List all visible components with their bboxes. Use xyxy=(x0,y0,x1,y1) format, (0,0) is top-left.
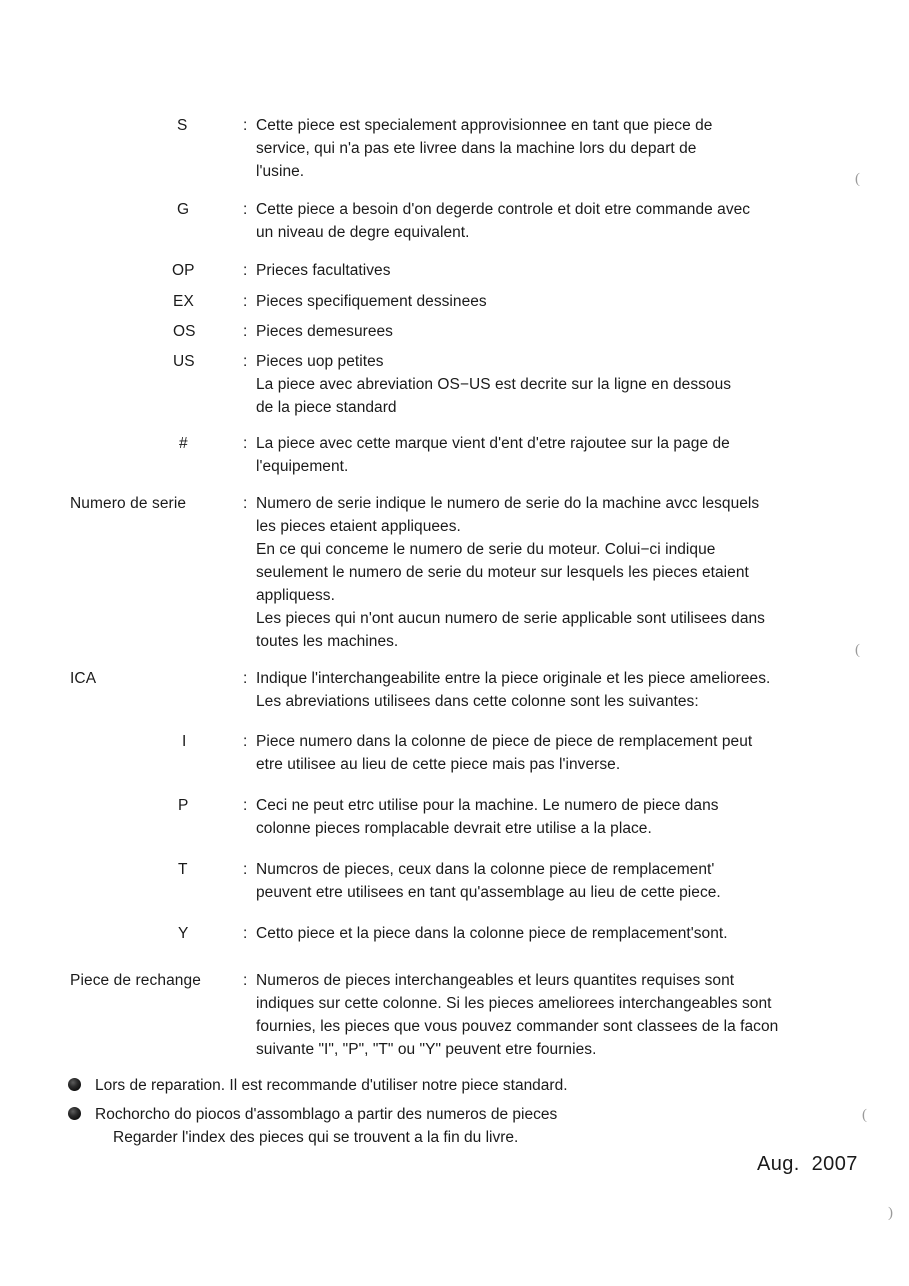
legend-row-line: un niveau de degre equivalent. xyxy=(256,224,470,241)
filled-circle-bullet-icon xyxy=(68,1107,81,1120)
legend-row-colon: : xyxy=(243,495,248,512)
legend-row-description xyxy=(256,320,816,343)
legend-row-label: Y xyxy=(178,925,189,942)
legend-row-description xyxy=(256,730,816,776)
note-line: Regarder l'index des pieces qui se trouvent a la fin du livre. xyxy=(113,1129,519,1146)
legend-row-line: En ce qui conceme le numero de serie du moteur. Colui−ci indique xyxy=(256,541,716,558)
legend-row-line: suivante "I", "P", "T" ou "Y" peuvent etre fournies. xyxy=(256,1041,597,1058)
legend-row-label: OP xyxy=(172,262,195,279)
legend-row-label: OS xyxy=(173,323,196,340)
legend-row-line: les pieces etaient appliquees. xyxy=(256,518,461,535)
legend-row-description xyxy=(256,667,816,713)
legend-row-line: l'equipement. xyxy=(256,458,349,475)
legend-row-label: G xyxy=(177,201,190,218)
legend-row-line: Ceci ne peut etrc utilise pour la machine. Le numero de piece dans xyxy=(256,797,719,814)
legend-row-line: de la piece standard xyxy=(256,399,397,416)
filled-circle-bullet-icon xyxy=(68,1078,81,1091)
legend-row-description xyxy=(256,114,816,183)
legend-row-description xyxy=(256,198,816,244)
legend-row-colon: : xyxy=(243,262,248,279)
legend-row-line: l'usine. xyxy=(256,163,305,180)
legend-row-line: La piece avec cette marque vient d'ent d'etre rajoutee sur la page de xyxy=(256,435,730,452)
legend-row-description xyxy=(256,290,816,313)
legend-row-line: Les pieces qui n'ont aucun numero de serie applicable sont utilisees dans xyxy=(256,610,765,627)
legend-row-line: Cette piece est specialement approvisionnee en tant que piece de xyxy=(256,117,713,134)
legend-row-line: fournies, les pieces que vous pouvez commander sont classees de la facon xyxy=(256,1018,779,1035)
legend-row-line: Piece numero dans la colonne de piece de piece de remplacement peut xyxy=(256,733,753,750)
legend-row-description xyxy=(256,259,816,282)
legend-row-colon: : xyxy=(243,435,248,452)
legend-row-colon: : xyxy=(243,797,248,814)
scan-artifact-mark: ( xyxy=(862,1107,867,1123)
note-line: Lors de reparation. Il est recommande d'utiliser notre piece standard. xyxy=(95,1077,568,1094)
legend-row-line: Numcros de pieces, ceux dans la colonne piece de remplacement' xyxy=(256,861,715,878)
legend-row-label: EX xyxy=(173,293,194,310)
legend-row-colon: : xyxy=(243,733,248,750)
legend-row-description xyxy=(256,922,816,945)
legend-row-colon: : xyxy=(243,925,248,942)
note-text xyxy=(95,1074,568,1097)
legend-row-label: Numero de serie xyxy=(70,495,187,512)
legend-row-line: Les abreviations utilisees dans cette colonne sont les suivantes: xyxy=(256,693,699,710)
legend-row-description xyxy=(256,794,816,840)
legend-row-line: colonne pieces romplacable devrait etre utilise a la place. xyxy=(256,820,652,837)
legend-row-line: Numero de serie indique le numero de serie do la machine avcc lesquels xyxy=(256,495,760,512)
legend-row-colon: : xyxy=(243,670,248,687)
legend-row-colon: : xyxy=(243,201,248,218)
legend-row-description xyxy=(256,969,816,1061)
legend-row-line: Indique l'interchangeabilite entre la piece originale et les piece ameliorees. xyxy=(256,670,771,687)
legend-row-label: ICA xyxy=(70,670,97,687)
legend-row-line: peuvent etre utilisees en tant qu'assemblage au lieu de cette piece. xyxy=(256,884,721,901)
legend-row-colon: : xyxy=(243,117,248,134)
legend-row-description xyxy=(256,492,816,653)
legend-row-line: Numeros de pieces interchangeables et leurs quantites requises sont xyxy=(256,972,735,989)
legend-row-colon: : xyxy=(243,293,248,310)
footer-date: Aug. 2007 xyxy=(757,1153,858,1175)
legend-row-line: Pieces demesurees xyxy=(256,323,393,340)
legend-row-line: Pieces uop petites xyxy=(256,353,384,370)
legend-row-line: La piece avec abreviation OS−US est decrite sur la ligne en dessous xyxy=(256,376,732,393)
legend-row-description xyxy=(256,858,816,904)
legend-row-line: Prieces facultatives xyxy=(256,262,391,279)
legend-row-description xyxy=(256,432,816,478)
legend-row-line: appliquess. xyxy=(256,587,335,604)
legend-row-line: Cette piece a besoin d'on degerde controle et doit etre commande avec xyxy=(256,201,751,218)
legend-row-line: Cetto piece et la piece dans la colonne piece de remplacement'sont. xyxy=(256,925,728,942)
scan-artifact-mark: ( xyxy=(855,171,860,187)
legend-row-colon: : xyxy=(243,861,248,878)
scan-artifact-mark: ) xyxy=(888,1205,893,1221)
legend-row-colon: : xyxy=(243,972,248,989)
legend-row-label: P xyxy=(178,797,189,814)
note-line: Rochorcho do piocos d'assomblago a partir des numeros de pieces xyxy=(95,1106,558,1123)
legend-row-label: T xyxy=(178,861,188,878)
legend-row-description xyxy=(256,350,816,419)
legend-row-label: Piece de rechange xyxy=(70,972,201,989)
note-text xyxy=(95,1103,557,1149)
legend-row-line: toutes les machines. xyxy=(256,633,399,650)
legend-row-line: etre utilisee au lieu de cette piece mais pas l'inverse. xyxy=(256,756,621,773)
scan-artifact-mark: ( xyxy=(855,642,860,658)
legend-row-line: indiques sur cette colonne. Si les pieces ameliorees interchangeables sont xyxy=(256,995,772,1012)
legend-row-line: service, qui n'a pas ete livree dans la machine lors du depart de xyxy=(256,140,697,157)
legend-row-colon: : xyxy=(243,353,248,370)
legend-row-label: S xyxy=(177,117,188,134)
legend-row-label: I xyxy=(182,733,187,750)
legend-row-line: Pieces specifiquement dessinees xyxy=(256,293,487,310)
legend-row-label: # xyxy=(179,435,188,452)
legend-row-line: seulement le numero de serie du moteur sur lesquels les pieces etaient xyxy=(256,564,749,581)
legend-row-colon: : xyxy=(243,323,248,340)
legend-row-label: US xyxy=(173,353,195,370)
